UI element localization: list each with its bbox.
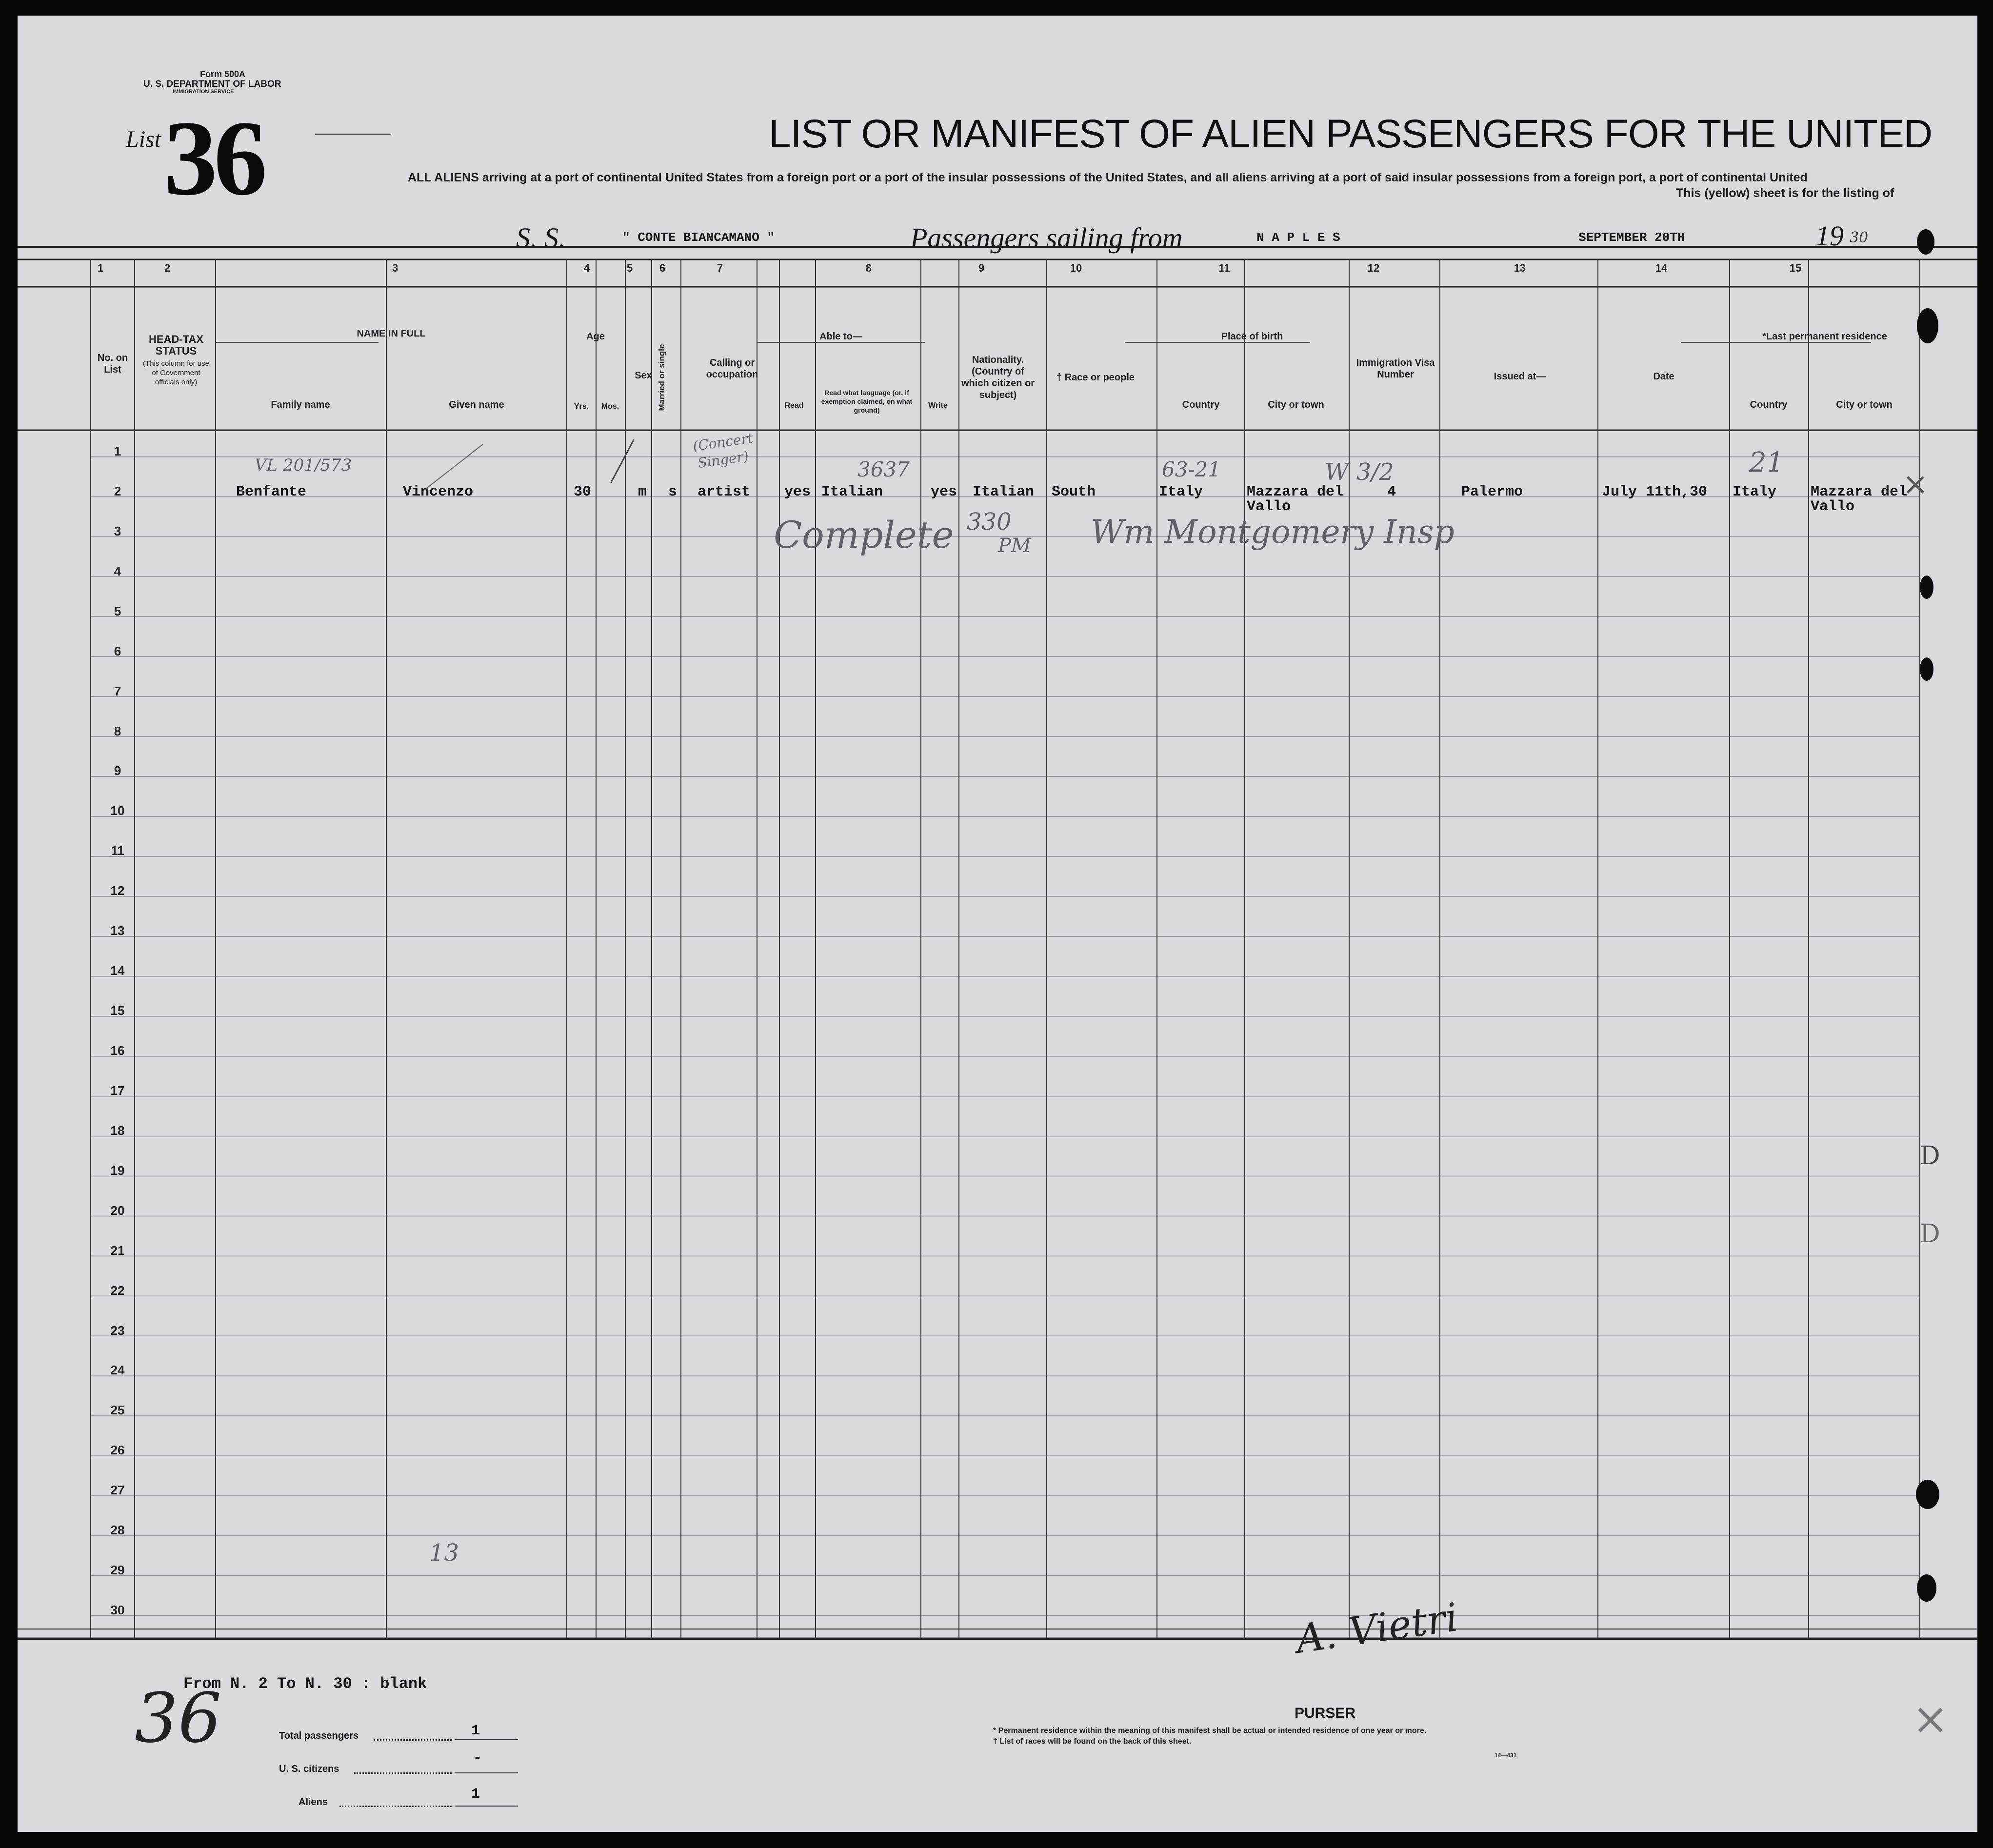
row-number: 17 xyxy=(110,1083,125,1098)
binder-hole xyxy=(1917,308,1938,343)
ss-label: S. S. xyxy=(516,222,566,254)
us-citizens-label: U. S. citizens xyxy=(279,1764,339,1774)
header-last-residence: *Last permanent residence xyxy=(1762,331,1887,342)
col-number: 3 xyxy=(392,262,399,274)
row-number: 24 xyxy=(110,1363,125,1378)
birth-city: Mazzara del xyxy=(1247,484,1344,500)
col-number: 11 xyxy=(1218,262,1230,274)
header-married-single: Married or single xyxy=(657,344,666,411)
handwritten-x-mark: × xyxy=(1902,466,1929,502)
row-number: 23 xyxy=(110,1323,125,1338)
header-birth-city: City or town xyxy=(1268,399,1324,410)
row-number: 22 xyxy=(110,1283,125,1298)
row-number: 11 xyxy=(111,843,124,858)
birth-city-2: Vallo xyxy=(1247,498,1291,515)
row-number: 14 xyxy=(110,963,125,978)
handwritten-pm: PM xyxy=(998,535,1031,557)
header-calling: Calling or occupation xyxy=(706,358,758,380)
visa-number: 4 xyxy=(1387,484,1396,500)
col-number: 5 xyxy=(626,262,633,274)
binder-hole xyxy=(1916,1480,1939,1509)
row-number: 16 xyxy=(110,1043,125,1058)
year-prefix: 19 xyxy=(1815,220,1844,252)
occupation: artist xyxy=(698,484,751,500)
total-dots xyxy=(374,1739,452,1741)
sailing-label: Passengers sailing from xyxy=(910,222,1183,254)
header-date: Date xyxy=(1653,371,1674,382)
form-number: Form 500A xyxy=(200,69,246,79)
citizens-dots xyxy=(354,1772,452,1774)
handwritten-time: 330 xyxy=(967,508,1012,536)
age-years: 30 xyxy=(574,484,592,500)
row-number: 7 xyxy=(114,683,121,698)
row-number: 21 xyxy=(110,1243,125,1258)
row-number: 10 xyxy=(110,803,125,818)
residence-country: Italy xyxy=(1733,484,1777,500)
footnote-residence: * Permanent residence within the meaning of this manifest shall be actual or intended residence of one year or more. xyxy=(993,1727,1427,1735)
col-number: 2 xyxy=(164,262,171,274)
blank-rows-note: From N. 2 To N. 30 : blank xyxy=(183,1675,427,1693)
handwritten-visa-code: W 3/2 xyxy=(1325,458,1394,486)
manifest-title: LIST OR MANIFEST OF ALIEN PASSENGERS FOR THE UNITED xyxy=(769,112,1933,156)
manifest-grid xyxy=(18,16,1977,1832)
row-number: 26 xyxy=(110,1443,125,1458)
row-number: 6 xyxy=(114,643,121,658)
family-name: Benfante xyxy=(236,484,307,500)
given-name: Vincenzo xyxy=(403,484,474,500)
col-number: 13 xyxy=(1514,262,1526,274)
race: South xyxy=(1052,484,1096,500)
list-label: List xyxy=(126,126,161,152)
header-family-name: Family name xyxy=(271,399,330,410)
ship-name: " CONTE BIANCAMANO " xyxy=(622,230,775,245)
handwritten-occupation-note-2: Singer) xyxy=(697,448,750,472)
handwritten-occupation-note: (Concert xyxy=(692,430,754,455)
col-number: 4 xyxy=(583,262,590,274)
header-issued-at: Issued at— xyxy=(1494,371,1546,382)
footnote-races: † List of races will be found on the back of this sheet. xyxy=(993,1737,1192,1746)
col-number: 9 xyxy=(978,262,985,274)
subtitle-line-2: This (yellow) sheet is for the listing of xyxy=(1676,186,1894,200)
issued-at: Palermo xyxy=(1461,484,1523,500)
row-number: 18 xyxy=(110,1123,125,1138)
header-race: † Race or people xyxy=(1056,372,1135,383)
marital-status: s xyxy=(668,484,678,500)
service: IMMIGRATION SERVICE xyxy=(173,89,234,95)
row-number: 4 xyxy=(114,563,121,578)
header-write: Write xyxy=(928,401,948,410)
voyage-date: SEPTEMBER 20TH xyxy=(1578,230,1685,245)
residence-city-2: Vallo xyxy=(1811,498,1855,515)
header-place-of-birth: Place of birth xyxy=(1221,331,1283,342)
purser-label: PURSER xyxy=(1295,1705,1356,1721)
aliens-value: 1 xyxy=(471,1786,480,1803)
aliens-dots xyxy=(339,1806,452,1807)
aliens-label: Aliens xyxy=(299,1797,328,1808)
header-head-tax-note: (This column for use of Government officials only) xyxy=(143,359,209,386)
total-passengers-label: Total passengers xyxy=(279,1730,359,1741)
col-number: 15 xyxy=(1789,262,1802,274)
year-suffix: 30 xyxy=(1850,229,1869,246)
row-number: 12 xyxy=(110,883,125,898)
manifest-sheet xyxy=(18,16,1977,1832)
handwritten-number: 3637 xyxy=(857,457,910,481)
col-number: 10 xyxy=(1070,262,1082,274)
binder-hole xyxy=(1920,657,1933,681)
total-passengers-value: 1 xyxy=(471,1723,480,1739)
header-read: Read xyxy=(784,401,804,410)
print-code: 14—431 xyxy=(1495,1752,1517,1759)
header-name-in-full: NAME IN FULL xyxy=(357,328,426,339)
row-number: 27 xyxy=(110,1483,125,1498)
col-number: 1 xyxy=(97,262,104,274)
handwritten-residence-code: 21 xyxy=(1749,447,1784,478)
handwritten-birth-code: 63-21 xyxy=(1162,457,1221,481)
port: N A P L E S xyxy=(1256,230,1340,245)
subtitle-line-1: ALL ALIENS arriving at a port of continental United States from a foreign port or a port of the insular possessions of the United States, and all aliens arriving at a port of said insular possessions from a foreign port, a port of continental United xyxy=(408,171,1808,184)
header-nationality: Nationality. (Country of which citizen or subject) xyxy=(961,355,1035,400)
edge-mark: D xyxy=(1920,1141,1940,1171)
handwritten-footer-x: × xyxy=(1912,1693,1949,1745)
citizens-line xyxy=(455,1772,518,1773)
list-number: 36 xyxy=(164,99,263,218)
write: yes xyxy=(931,484,957,500)
col-number: 12 xyxy=(1367,262,1380,274)
edge-mark: D xyxy=(1920,1219,1940,1249)
binder-hole xyxy=(1917,1574,1936,1602)
binder-hole xyxy=(1917,229,1934,255)
nationality: Italian xyxy=(973,484,1035,500)
handwritten-complete: Complete xyxy=(774,513,954,556)
col-number: 6 xyxy=(659,262,666,274)
header-visa-number: Immigration Visa Number xyxy=(1356,358,1435,380)
col-number: 7 xyxy=(717,262,723,274)
row-number: 29 xyxy=(110,1563,125,1578)
header-read-language: Read what language (or, if exemption claimed, on what ground) xyxy=(821,389,913,414)
read: yes xyxy=(784,484,811,500)
language: Italian xyxy=(821,484,883,500)
row-number: 30 xyxy=(110,1603,125,1618)
binder-hole xyxy=(1920,576,1933,599)
row-number: 2 xyxy=(114,483,121,498)
visa-date: July 11th,30 xyxy=(1602,484,1708,500)
row-number: 8 xyxy=(114,723,121,738)
handwritten-purser-signature: A. Vietri xyxy=(1293,1594,1461,1662)
header-res-city: City or town xyxy=(1836,399,1893,410)
header-no-on-list: No. on List xyxy=(97,353,128,375)
total-line xyxy=(455,1739,518,1740)
row-number: 13 xyxy=(110,923,125,938)
row-number: 20 xyxy=(110,1203,125,1218)
handwritten-margin-36: 36 xyxy=(135,1679,222,1758)
handwritten-margin-number: 13 xyxy=(429,1539,459,1567)
col-number: 8 xyxy=(865,262,872,274)
header-res-country: Country xyxy=(1750,399,1788,410)
handwritten-inspector: Wm Montgomery Insp xyxy=(1091,513,1455,551)
birth-country: Italy xyxy=(1159,484,1203,500)
residence-city: Mazzara del xyxy=(1811,484,1908,500)
col-number: 14 xyxy=(1655,262,1668,274)
header-given-name: Given name xyxy=(449,399,504,410)
header-able-to: Able to— xyxy=(819,331,862,342)
header-age-months: Mos. xyxy=(601,402,619,411)
row-number: 19 xyxy=(110,1163,125,1178)
department: U. S. DEPARTMENT OF LABOR xyxy=(143,79,281,89)
handwritten-vl-number: VL 201/573 xyxy=(255,456,352,475)
header-age-years: Yrs. xyxy=(574,402,589,411)
row-number: 9 xyxy=(114,763,121,778)
header-birth-country: Country xyxy=(1182,399,1220,410)
aliens-line xyxy=(455,1806,518,1807)
row-number: 28 xyxy=(110,1523,125,1538)
us-citizens-value: - xyxy=(473,1750,482,1767)
row-number: 15 xyxy=(110,1003,125,1018)
row-number: 1 xyxy=(114,444,121,458)
header-age: Age xyxy=(586,331,605,342)
header-sex: Sex xyxy=(635,370,652,381)
header-head-tax: HEAD-TAX STATUS xyxy=(148,333,204,357)
sex: m xyxy=(638,484,647,500)
row-number: 5 xyxy=(114,603,121,618)
row-number: 3 xyxy=(114,523,121,538)
row-number: 25 xyxy=(110,1403,125,1418)
